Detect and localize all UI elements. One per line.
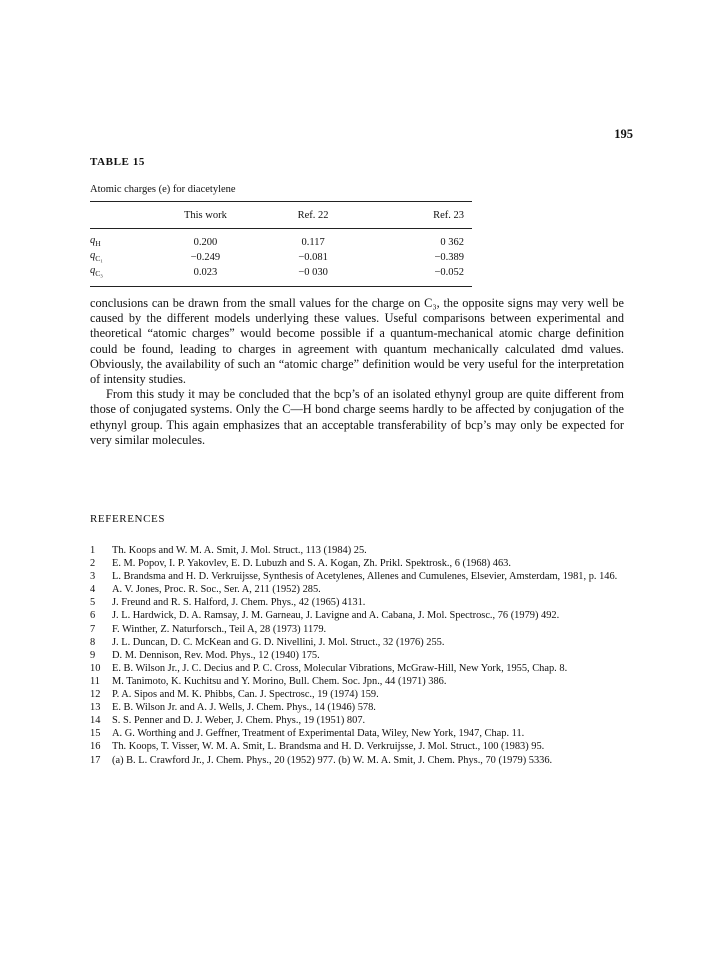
reference-item xyxy=(90,637,624,650)
table-header-cell: This work xyxy=(183,209,227,221)
reference-text: E. M. Popov, I. P. Yakovlev, E. D. Lubuzh and S. A. Kogan, Zh. Prikl. Spektrosk., 6 (1968) 463. xyxy=(112,558,511,570)
table-cell: 0 362 xyxy=(440,236,464,248)
reference-text: A. V. Jones, Proc. R. Soc., Ser. A, 211 (1952) 285. xyxy=(112,584,321,596)
reference-item xyxy=(90,663,624,676)
reference-number: 13 xyxy=(90,702,101,714)
reference-text: A. G. Worthing and J. Geffner, Treatment of Experimental Data, Wiley, New York, 1947, Chap. 11. xyxy=(112,728,525,740)
paragraph: From this study it may be concluded that the bcp’s of an isolated ethynyl group are quite different from those of conjugated systems. Only the C—H bond charge seems hardly to be affected by conjugation of the ethynyl group. This again emphasizes that an acceptable transferability of bcp’s may only be expected for very similar molecules. xyxy=(90,387,624,447)
reference-number: 7 xyxy=(90,623,96,635)
reference-text: M. Tanimoto, K. Kuchitsu and Y. Morino, Bull. Chem. Soc. Jpn., 44 (1971) 386. xyxy=(112,675,447,687)
table-row xyxy=(90,265,472,287)
reference-text: Th. Koops, T. Visser, W. M. A. Smit, L. Brandsma and H. D. Verkruijsse, J. Mol. Struct., 100 (1983) 95. xyxy=(112,741,545,753)
page-number: 195 xyxy=(614,127,633,141)
row-subscript: C₁ xyxy=(95,254,103,264)
reference-text: L. Brandsma and H. D. Verkruijsse, Synthesis of Acetylenes, Allenes and Cumulenes, Elsevier, Amsterdam, 1981, p. 146. xyxy=(112,571,618,583)
reference-item xyxy=(90,702,624,715)
table-cell: 0.023 xyxy=(193,266,218,278)
row-subscript: H xyxy=(95,239,101,249)
reference-number: 11 xyxy=(90,675,101,687)
reference-item xyxy=(90,545,624,558)
references-heading: REFERENCES xyxy=(90,513,166,525)
row-label xyxy=(90,229,149,251)
row-label xyxy=(90,265,149,287)
reference-text: J. L. Hardwick, D. A. Ramsay, J. M. Garneau, J. Lavigne and A. Cabana, J. Mol. Spectrosc., 76 (1979) 492. xyxy=(112,610,560,622)
reference-number: 17 xyxy=(90,754,101,766)
charges-table xyxy=(90,201,472,287)
reference-text: F. Winther, Z. Naturforsch., Teil A, 28 (1973) 1179. xyxy=(112,623,327,635)
table-cell: −0.389 xyxy=(434,251,464,263)
reference-number: 14 xyxy=(90,715,101,727)
reference-item xyxy=(90,741,624,754)
reference-number: 2 xyxy=(90,558,96,570)
reference-item xyxy=(90,597,624,610)
table-header-cell xyxy=(90,202,149,229)
reference-item xyxy=(90,715,624,728)
table-caption: Atomic charges (e) for diacetylene xyxy=(90,184,236,195)
references-list xyxy=(90,545,624,768)
body-text xyxy=(90,296,624,448)
table-row xyxy=(90,229,472,251)
row-symbol: q xyxy=(90,265,96,277)
reference-text: (a) B. L. Crawford Jr., J. Chem. Phys., 20 (1952) 977. (b) W. M. A. Smit, J. Chem. Phys., 70 (1979) 5336. xyxy=(112,754,553,766)
table-cell: −0 030 xyxy=(298,266,328,278)
reference-text: E. B. Wilson Jr. and A. J. Wells, J. Chem. Phys., 14 (1946) 578. xyxy=(112,702,376,714)
reference-number: 5 xyxy=(90,597,96,609)
table-header-cell: Ref. 23 xyxy=(433,209,464,221)
reference-number: 6 xyxy=(90,610,96,622)
table-label: TABLE 15 xyxy=(90,156,146,168)
reference-item xyxy=(90,571,624,584)
row-symbol: q xyxy=(90,235,96,246)
reference-text: J. L. Duncan, D. C. McKean and G. D. Nivellini, J. Mol. Struct., 32 (1976) 255. xyxy=(112,636,445,648)
table-row xyxy=(90,250,472,265)
reference-number: 12 xyxy=(90,689,101,701)
reference-item xyxy=(90,689,624,702)
reference-number: 1 xyxy=(90,545,96,556)
table-cell: −0.081 xyxy=(298,251,328,263)
row-subscript: C₃ xyxy=(95,269,103,279)
table-cell: 0.200 xyxy=(193,236,218,248)
reference-text: D. M. Dennison, Rev. Mod. Phys., 12 (1940) 175. xyxy=(112,649,320,661)
table-cell: −0.052 xyxy=(434,266,464,278)
table-cell: 0.117 xyxy=(301,236,325,248)
reference-item xyxy=(90,558,624,571)
reference-number: 15 xyxy=(90,728,101,740)
reference-item xyxy=(90,650,624,663)
reference-item xyxy=(90,610,624,623)
row-label xyxy=(90,250,149,265)
reference-text: P. A. Sipos and M. K. Phibbs, Can. J. Spectrosc., 19 (1974) 159. xyxy=(112,689,379,701)
reference-text: E. B. Wilson Jr., J. C. Decius and P. C. Cross, Molecular Vibrations, McGraw-Hill, New York, 1955, Chap. 8. xyxy=(112,662,568,674)
reference-item xyxy=(90,728,624,741)
reference-item xyxy=(90,755,624,768)
table-cell: −0.249 xyxy=(190,251,221,263)
table-header-row xyxy=(90,202,472,229)
reference-text: Th. Koops and W. M. A. Smit, J. Mol. Struct., 113 (1984) 25. xyxy=(112,545,367,556)
reference-item xyxy=(90,624,624,637)
paragraph: conclusions can be drawn from the small values for the charge on C₃, the opposite signs may very well be caused by the different models underlying these values. Useful comparisons between experimental and theoretical “atomic charges” would become possible if a quantum-mechanical atomic charge definition could be found, leading to charges in agreement with quantum mechanically calculated dmd values. Obviously, the availability of such an “atomic charge” definition would be very useful for the interpretation of intensity studies. xyxy=(90,296,624,387)
reference-number: 4 xyxy=(90,584,96,596)
reference-text: S. S. Penner and D. J. Weber, J. Chem. Phys., 19 (1951) 807. xyxy=(112,715,366,727)
reference-number: 8 xyxy=(90,636,96,648)
reference-item xyxy=(90,584,624,597)
reference-text: J. Freund and R. S. Halford, J. Chem. Phys., 42 (1965) 4131. xyxy=(112,597,366,609)
reference-number: 9 xyxy=(90,649,96,661)
table-header-cell: Ref. 22 xyxy=(297,209,329,221)
reference-number: 10 xyxy=(90,662,101,674)
row-symbol: q xyxy=(90,250,96,262)
reference-number: 3 xyxy=(90,571,96,583)
reference-item xyxy=(90,676,624,689)
reference-number: 16 xyxy=(90,741,101,753)
